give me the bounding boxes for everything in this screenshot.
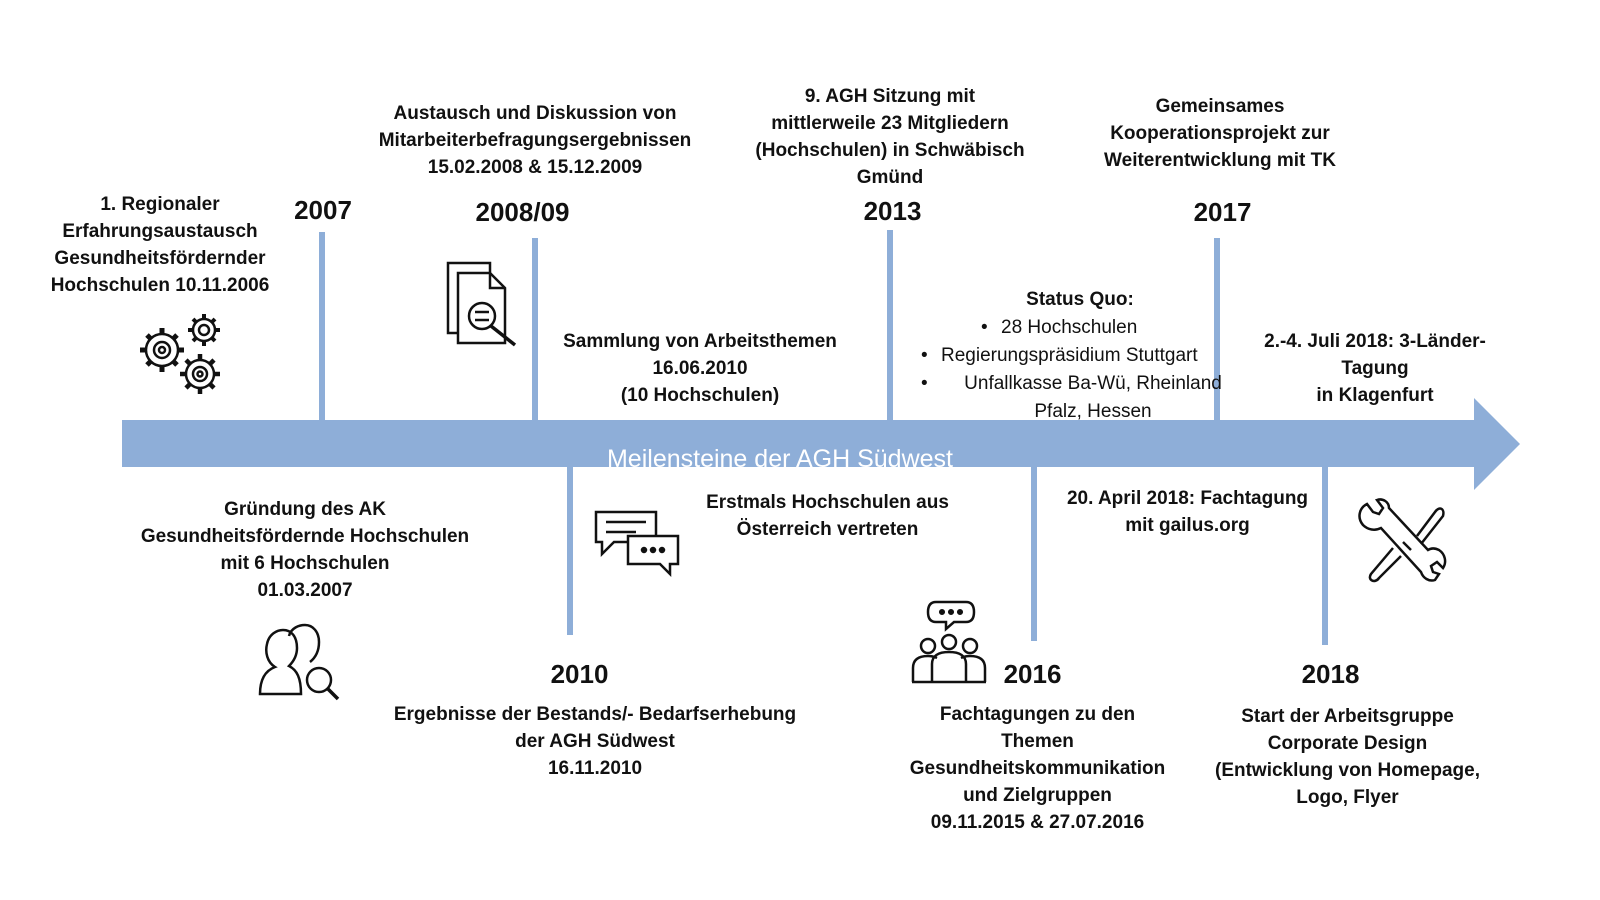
year-2008-09: 2008/09 [475,197,570,227]
people-search-icon [255,622,345,702]
tools-icon [1355,498,1450,588]
year-2013: 2013 [863,196,922,226]
line-2010 [567,467,573,635]
line-2008 [532,238,538,420]
milestone-2016: Fachtagungen zu den Themen Gesundheitskommunikation und Zielgruppen 09.11.2015 & 27.07.2016 [909,704,1166,833]
line-2007 [319,232,325,420]
year-2016: 2016 [1003,659,1062,689]
milestone-2018-fachtagung: 20. April 2018: Fachtagung mit gailus.org [1066,488,1309,536]
year-2017: 2017 [1193,197,1252,227]
milestone-2010-sammlung: Sammlung von Arbeitsthemen 16.06.2010 (10 Hochschulen) [563,331,837,406]
document-search-icon [445,260,520,350]
status-quo-item: • 28 Hochschulen [975,314,1245,342]
gears-icon [132,308,232,403]
milestone-2018-tagung: 2.-4. Juli 2018: 3-Länder- Tagung in Klagenfurt [1264,331,1486,406]
milestone-2007: Gründung des AK Gesundheitsfördernde Hochschulen mit 6 Hochschulen 01.03.2007 [140,499,470,601]
status-quo-heading: Status Quo: [1026,289,1134,310]
status-quo-item: • Unfallkasse Ba-Wü, Rheinland Pfalz, Hessen [915,370,1245,426]
milestone-2008: Austausch und Diskussion von Mitarbeiterbefragungsergebnissen 15.02.2008 & 15.12.2009 [378,103,692,178]
group-discussion-icon [908,598,990,686]
milestone-2006: 1. Regionaler Erfahrungsaustausch Gesundheitsfördernder Hochschulen 10.11.2006 [50,194,270,296]
milestone-2010-ergebnisse: Ergebnisse der Bestands/- Bedarfserhebung der AGH Südwest 16.11.2010 [393,704,797,779]
year-2018: 2018 [1301,659,1360,689]
milestone-oesterreich: Erstmals Hochschulen aus Österreich vertreten [706,492,949,540]
line-2013 [887,230,893,420]
status-quo [915,286,1245,426]
line-2016 [1031,467,1037,641]
milestone-2018-arbeitsgruppe: Start der Arbeitsgruppe Corporate Design (Entwicklung von Homepage, Logo, Flyer [1215,706,1480,808]
year-2007: 2007 [294,195,352,225]
status-quo-list [915,314,1245,426]
status-quo-item: • Regierungspräsidium Stuttgart [915,342,1245,370]
milestone-2017: Gemeinsames Kooperationsprojekt zur Weiterentwicklung mit TK [1104,96,1336,171]
timeline-title: Meilensteine der AGH Südwest [606,445,953,473]
chat-bubbles-icon [592,508,684,578]
milestone-2013: 9. AGH Sitzung mit mittlerweile 23 Mitgliedern (Hochschulen) in Schwäbisch Gmünd [755,86,1025,188]
year-2010: 2010 [550,659,609,689]
